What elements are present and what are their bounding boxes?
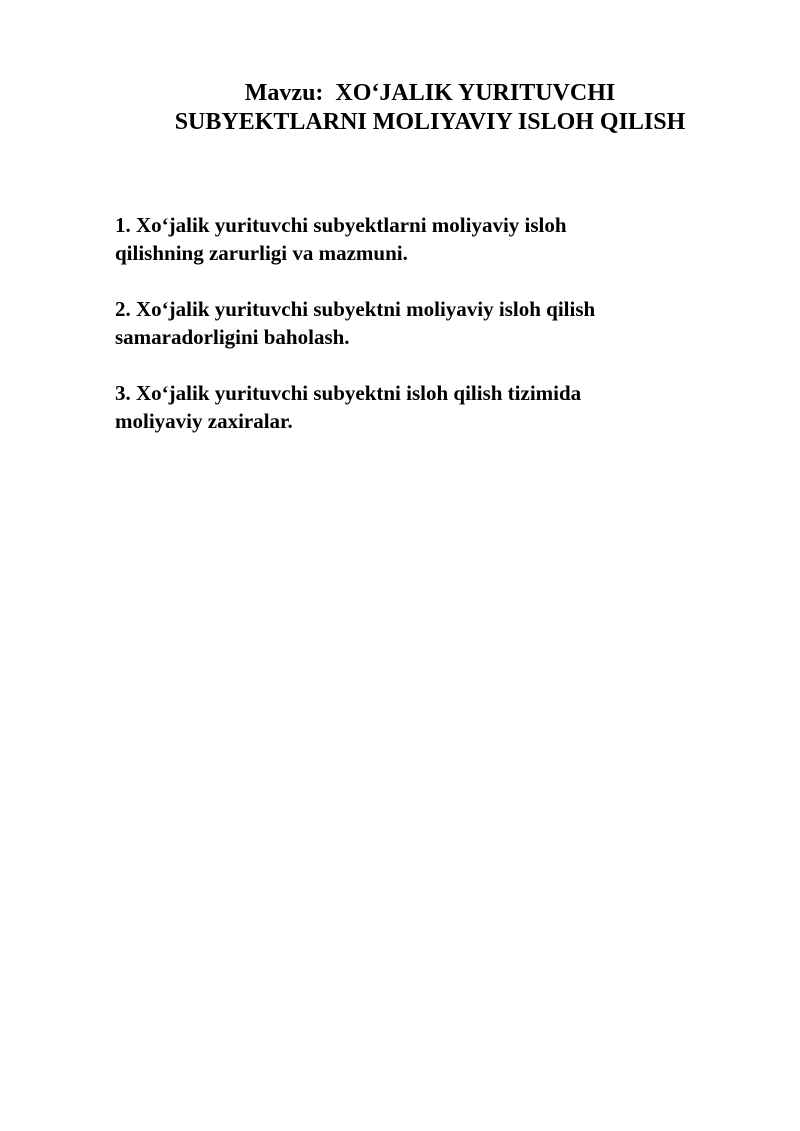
topic-2-line-1: 2. Xo‘jalik yurituvchi subyektni moliyaviy isloh qilish <box>115 297 596 321</box>
topic-2-line-2: samaradorligini baholash. <box>115 325 350 349</box>
topic-3-line-1: 3. Xo‘jalik yurituvchi subyektni isloh qilish tizimida <box>115 381 582 405</box>
topic-item-2 <box>115 295 755 351</box>
topic-item-3 <box>115 379 755 435</box>
topic-1-line-1: 1. Xo‘jalik yurituvchi subyektlarni moliyaviy isloh <box>115 213 567 237</box>
topic-1-line-2: qilishning zarurligi va mazmuni. <box>115 241 408 265</box>
topic-list <box>115 211 755 463</box>
title-line-2: SUBYEKTLARNI MOLIYAVIY ISLOH QILISH <box>174 109 686 135</box>
page-title <box>60 79 800 137</box>
title-line-1: Mavzu: XO‘JALIK YURITUVCHI <box>244 80 616 106</box>
topic-item-1 <box>115 211 755 267</box>
topic-3-line-2: moliyaviy zaxiralar. <box>115 409 293 433</box>
